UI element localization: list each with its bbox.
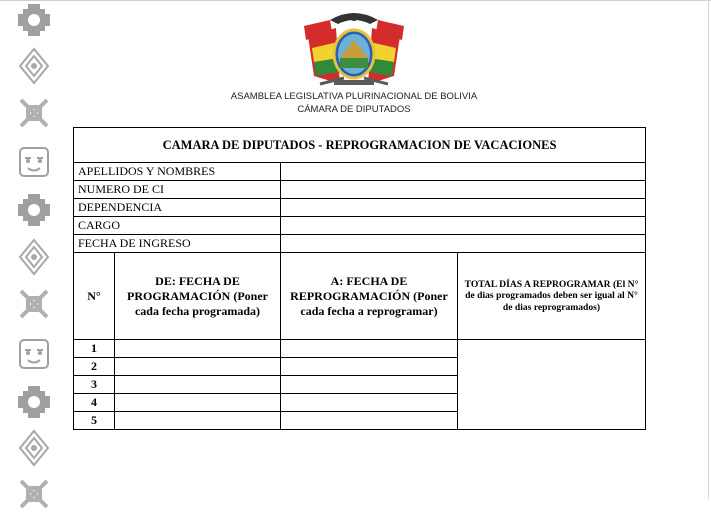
mask-icon <box>14 334 54 374</box>
field-value-dependencia[interactable] <box>281 199 646 217</box>
vacation-reprogramming-form <box>73 127 646 430</box>
field-label-names: APELLIDOS Y NOMBRES <box>74 163 281 181</box>
row-from-date[interactable] <box>115 340 281 358</box>
diamond-icon <box>14 46 54 86</box>
row-to-date[interactable] <box>281 358 458 376</box>
diamond-icon <box>14 237 54 277</box>
field-value-ci[interactable] <box>281 181 646 199</box>
x-knot-icon <box>14 474 54 514</box>
chamber-name: CÁMARA DE DIPUTADOS <box>297 104 411 115</box>
column-header-row <box>74 253 646 340</box>
field-value-names[interactable] <box>281 163 646 181</box>
field-row <box>74 199 646 217</box>
column-header-total: TOTAL DÍAS A REPROGRAMAR (El N° de dias programados deben ser igual al N° de dias reprogramados) <box>458 253 646 340</box>
row-number: 2 <box>74 358 115 376</box>
field-row <box>74 235 646 253</box>
field-label-cargo: CARGO <box>74 217 281 235</box>
field-value-ingreso[interactable] <box>281 235 646 253</box>
total-days-cell[interactable] <box>458 340 646 430</box>
column-header-to: A: FECHA DE REPROGRAMACIÓN (Poner cada fecha a reprogramar) <box>281 253 458 340</box>
column-header-number: N° <box>74 253 115 340</box>
table-row <box>74 340 646 358</box>
page-right-edge <box>708 0 709 499</box>
field-label-dependencia: DEPENDENCIA <box>74 199 281 217</box>
gear-icon <box>14 190 54 230</box>
row-from-date[interactable] <box>115 412 281 430</box>
field-row <box>74 163 646 181</box>
row-to-date[interactable] <box>281 376 458 394</box>
form-title-row <box>74 128 646 163</box>
row-number: 3 <box>74 376 115 394</box>
x-knot-icon <box>14 284 54 324</box>
x-knot-icon <box>14 93 54 133</box>
field-row <box>74 181 646 199</box>
row-to-date[interactable] <box>281 394 458 412</box>
row-number: 1 <box>74 340 115 358</box>
field-label-ingreso: FECHA DE INGRESO <box>74 235 281 253</box>
row-to-date[interactable] <box>281 412 458 430</box>
field-label-ci: NUMERO DE CI <box>74 181 281 199</box>
row-to-date[interactable] <box>281 340 458 358</box>
mask-icon <box>14 142 54 182</box>
gear-icon <box>14 0 54 40</box>
gear-icon <box>14 382 54 422</box>
row-number: 4 <box>74 394 115 412</box>
column-header-from: DE: FECHA DE PROGRAMACIÓN (Poner cada fecha programada) <box>115 253 281 340</box>
top-border <box>0 0 711 1</box>
field-row <box>74 217 646 235</box>
institution-name: ASAMBLEA LEGISLATIVA PLURINACIONAL DE BOLIVIA <box>230 91 478 102</box>
diamond-icon <box>14 428 54 468</box>
decorative-sidebar <box>14 0 58 499</box>
form-title: CAMARA DE DIPUTADOS - REPROGRAMACION DE VACACIONES <box>74 128 646 163</box>
row-from-date[interactable] <box>115 394 281 412</box>
field-value-cargo[interactable] <box>281 217 646 235</box>
row-from-date[interactable] <box>115 376 281 394</box>
row-number: 5 <box>74 412 115 430</box>
bolivia-coat-of-arms-icon <box>300 6 408 92</box>
row-from-date[interactable] <box>115 358 281 376</box>
